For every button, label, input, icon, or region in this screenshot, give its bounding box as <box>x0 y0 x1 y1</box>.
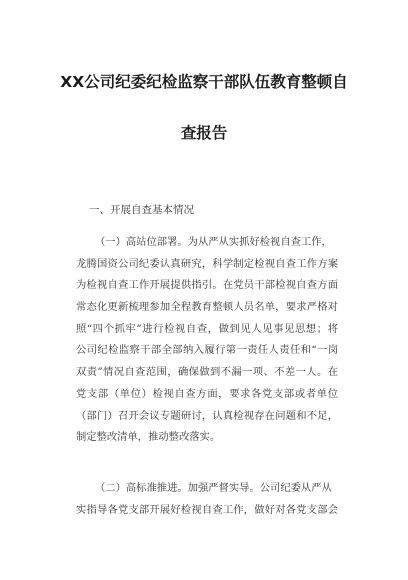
paragraph-line: （一）高站位部署。为从严从实抓好检视自查工作， <box>95 236 332 248</box>
paragraph-line: 照“四个抓牢”进行检视自查，做到见人见事见思想；将 <box>76 322 338 335</box>
paragraph-line: 常态化更新梳理参加全程教育整顿人员名单，要求严格对 <box>76 301 338 314</box>
paragraph-line: 公司纪检监察干部全部纳入履行第一责任人责任和“一岗 <box>76 344 338 357</box>
paragraph-line: 为检视自查工作开展提供指引。在党员干部检视自查方面 <box>76 279 338 292</box>
section-heading: 一、开展自查基本情况 <box>89 204 194 216</box>
paragraph-2 <box>76 478 338 521</box>
document-title-line-1: XX公司纪委纪检监察干部队伍教育整顿自 <box>60 73 348 91</box>
paragraph-line: 龙腾国资公司纪委认真研究，科学制定检视自查工作方案 <box>76 257 338 270</box>
paragraph-line: 制定整改清单，推动整改落实。 <box>76 431 221 444</box>
paragraph-1 <box>76 232 338 449</box>
document-title-line-2: 查报告 <box>180 124 228 142</box>
paragraph-line: 双责”情况自查范围，确保做到不漏一项、不差一人。在 <box>76 366 338 379</box>
paragraph-line: 党支部（单位）检视自查方面，要求各党支部或者单位 <box>76 387 338 400</box>
paragraph-line: 实指导各党支部开展好检视自查工作，做好对各党支部会 <box>76 503 338 516</box>
paragraph-line: （部门）召开会议专题研讨，认真检视存在问题和不足， <box>76 409 338 422</box>
paragraph-line: （二）高标准推进。加强严督实导。公司纪委从严从 <box>95 482 332 494</box>
